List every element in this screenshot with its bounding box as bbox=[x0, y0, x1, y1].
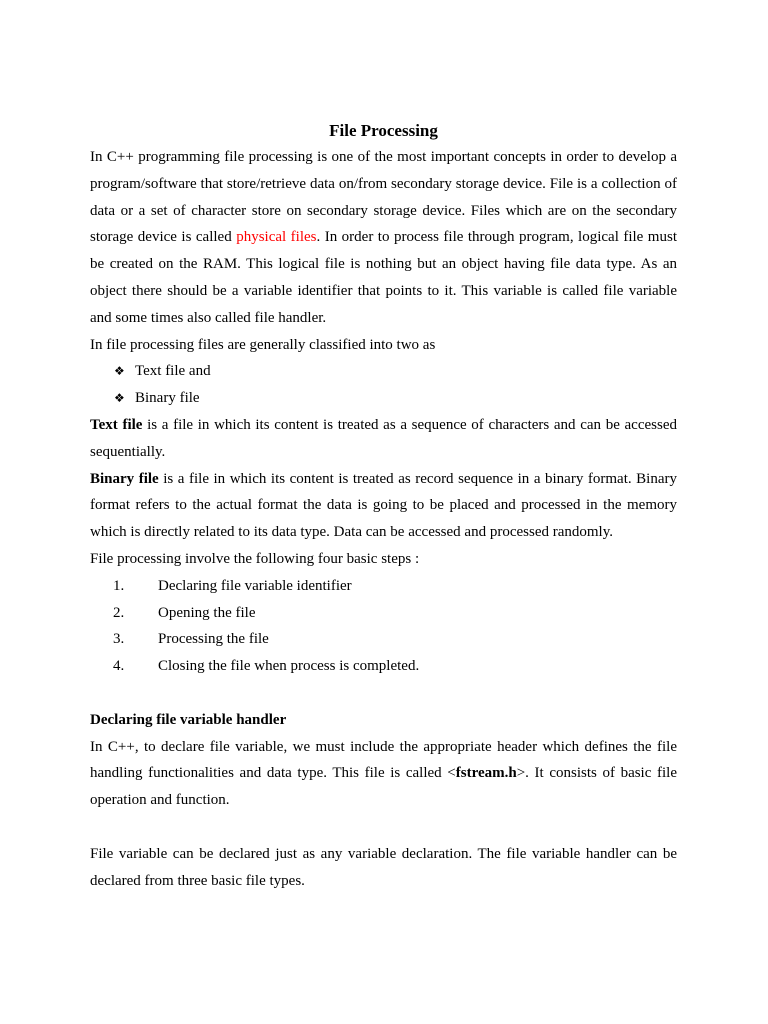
text-file-definition bbox=[90, 412, 677, 466]
step-number: 4. bbox=[113, 658, 125, 675]
text-file-desc: is a file in which its content is treated as a sequence of characters and can be accessed sequentially. bbox=[90, 416, 677, 460]
intro-text-start: In C++ programming file processing is one of the most important concepts in order to develop a program/software that store/retrieve data on/from secondary storage device. File is a collection of data or a set of character store on secondary storage device. Files which are on the secondary storage device is called bbox=[90, 149, 677, 246]
binary-file-desc: is a file in which its content is treated as record sequence in a binary format. Binary format refers to the actual format the data is going to be placed and processed in the memory which is directly related to its data type. Data can be accessed and processed randomly. bbox=[90, 470, 677, 541]
list-item-text: Text file and bbox=[135, 363, 211, 380]
text-file-term: Text file bbox=[90, 416, 143, 433]
list-item bbox=[90, 358, 677, 385]
spacer bbox=[90, 680, 677, 707]
declare-text-end: >. It consists of basic file operation and function. bbox=[90, 765, 677, 809]
binary-file-term: Binary file bbox=[90, 470, 159, 487]
classification-intro: In file processing files are generally classified into two as bbox=[90, 336, 436, 353]
header-filename: fstream.h bbox=[455, 765, 517, 782]
steps-list bbox=[90, 573, 677, 680]
step-text: Declaring file variable identifier bbox=[158, 577, 352, 594]
list-item bbox=[90, 385, 677, 412]
step-text: Processing the file bbox=[158, 631, 269, 648]
section-heading: Declaring file variable handler bbox=[90, 711, 287, 728]
binary-file-definition bbox=[90, 466, 677, 546]
declare-paragraph bbox=[90, 734, 677, 814]
step-number: 3. bbox=[113, 631, 125, 648]
step-item bbox=[90, 653, 677, 680]
step-item bbox=[90, 600, 677, 627]
diamond-bullet-icon: ❖ bbox=[114, 391, 125, 406]
diamond-bullet-icon: ❖ bbox=[114, 364, 125, 379]
intro-text-end: . In order to process file through program, logical file must be created on the RAM. This logical file is nothing but an object having file data type. As an object there should be a variable identifier that points to it. This variable is called file variable and some times also called file handler. bbox=[90, 229, 677, 326]
step-text: Opening the file bbox=[158, 604, 256, 621]
step-item bbox=[90, 626, 677, 653]
step-number: 1. bbox=[113, 577, 125, 594]
intro-paragraph bbox=[90, 144, 677, 332]
step-item bbox=[90, 573, 677, 600]
step-text: Closing the file when process is completed. bbox=[158, 658, 420, 675]
page-title: File Processing bbox=[329, 121, 438, 140]
declare-text-start: In C++, to declare file variable, we must include the appropriate header which defines the file handling functionalities and data type. This file is called < bbox=[90, 738, 677, 782]
list-item-text: Binary file bbox=[135, 390, 200, 407]
declare-paragraph-2: File variable can be declared just as any variable declaration. The file variable handler can be declared from three basic file types. bbox=[90, 845, 677, 889]
steps-intro: File processing involve the following four basic steps : bbox=[90, 550, 420, 567]
step-number: 2. bbox=[113, 604, 125, 621]
file-type-list bbox=[90, 358, 677, 412]
document-page bbox=[90, 118, 677, 894]
spacer bbox=[90, 814, 677, 841]
physical-files-highlight: physical files bbox=[236, 229, 317, 246]
